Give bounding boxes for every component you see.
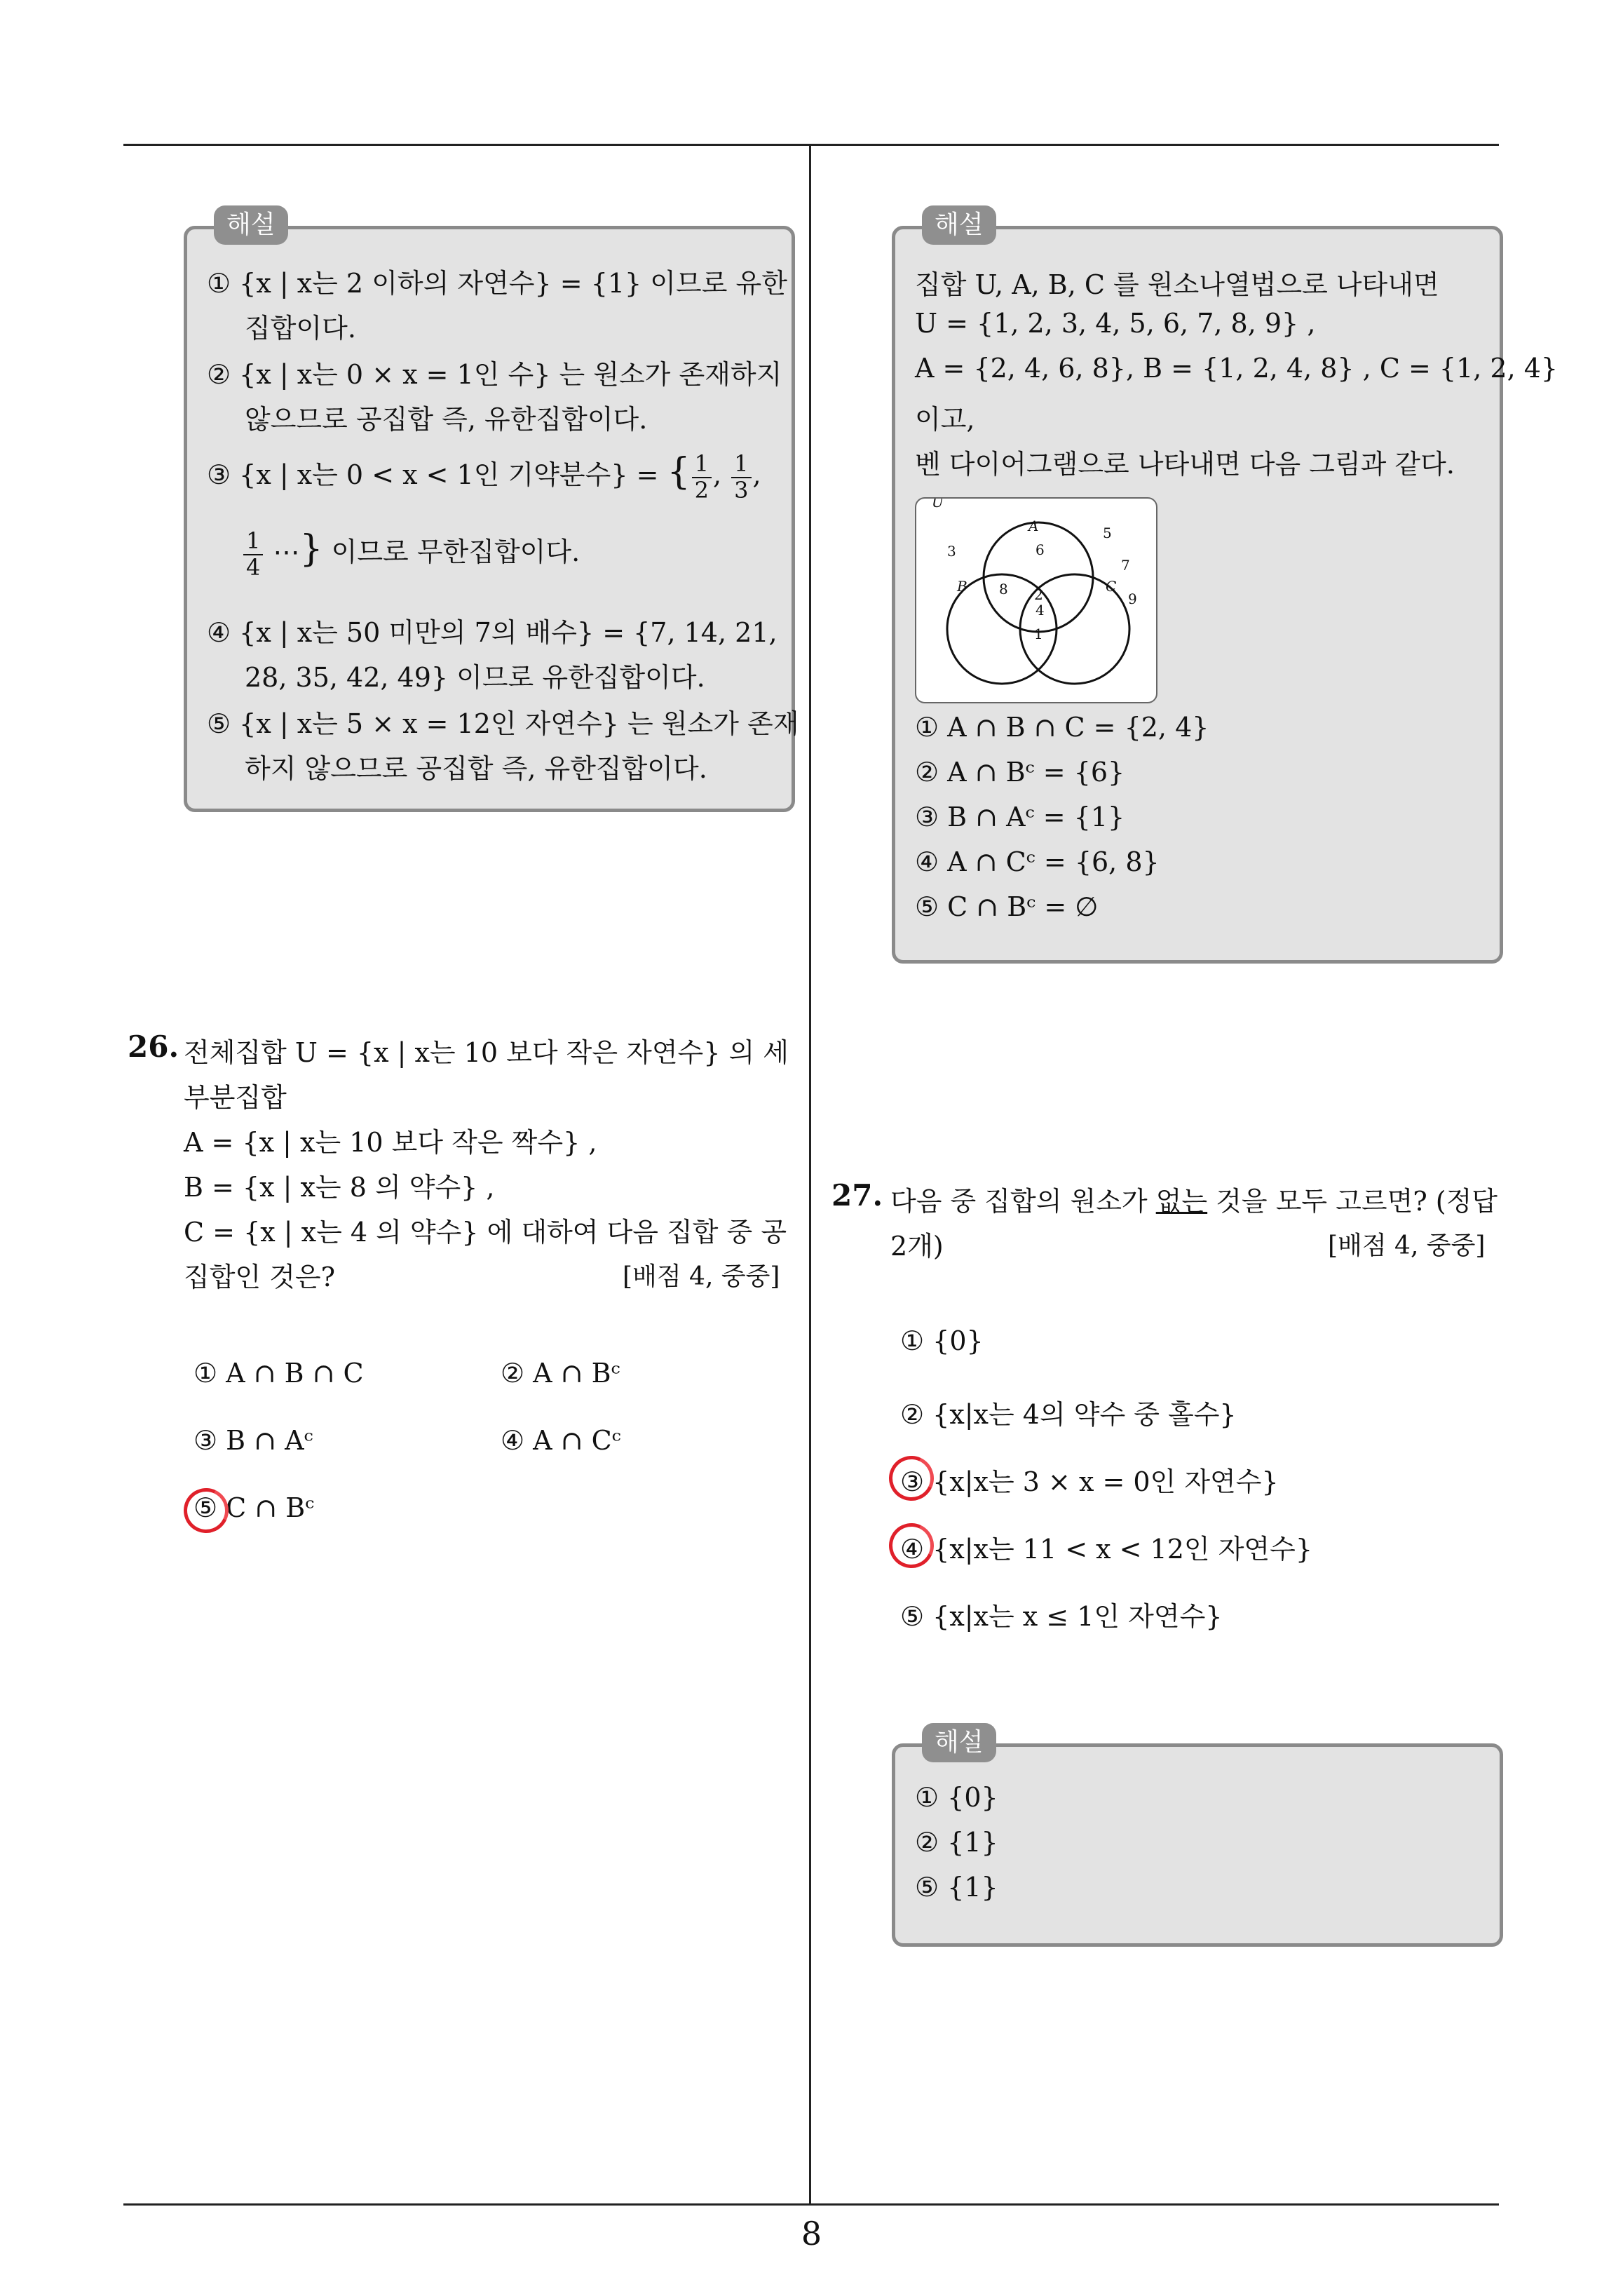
- top-rule: [123, 144, 1499, 146]
- choice-option[interactable]: ① {0}: [900, 1325, 984, 1356]
- question-text: A = {x | x는 10 보다 작은 짝수} ,: [184, 1127, 597, 1158]
- question-text: 전체집합 U = {x | x는 10 보다 작은 자연수} 의 세: [184, 1037, 789, 1068]
- question-text: 부분집합: [184, 1082, 287, 1113]
- choice-option[interactable]: ② A ∩ Bᶜ: [501, 1358, 620, 1389]
- solution-line: ③ B ∩ Aᶜ = {1}: [915, 802, 1125, 832]
- solution-line: 집합 U, A, B, C 를 원소나열법으로 나타내면: [915, 269, 1439, 300]
- answer-mark-circle: [177, 1482, 235, 1539]
- solution-line: ⑤ {x | x는 5 × x = 12인 자연수} 는 원소가 존재: [207, 708, 799, 739]
- score-label: [배점 4, 중중]: [1328, 1231, 1486, 1260]
- solution-line: ② A ∩ Bᶜ = {6}: [915, 757, 1125, 788]
- solution-line: ⑤ {1}: [915, 1872, 998, 1903]
- solution-line-text: ③ {x | x는 0 < x < 1인 기약분수} =: [207, 459, 659, 490]
- venn-element: 1: [1034, 626, 1043, 642]
- choice-option[interactable]: ⑤ C ∩ Bᶜ: [193, 1492, 315, 1523]
- solution-box-q27: [892, 1728, 1503, 1947]
- fraction: $\frac{1}{2}$: [692, 452, 712, 502]
- solution-box-q25: [184, 210, 799, 812]
- solution-line: ① A ∩ B ∩ C = {2, 4}: [915, 712, 1209, 743]
- venn-element: 7: [1121, 557, 1130, 574]
- choice-option[interactable]: ② {x|x는 4의 약수 중 홀수}: [900, 1399, 1237, 1430]
- fraction: $\frac{1}{4}$: [243, 529, 263, 579]
- solution-line: 이고,: [915, 404, 975, 435]
- score-label: [배점 4, 중중]: [623, 1262, 780, 1291]
- venn-element: 2: [1034, 586, 1043, 603]
- choice-option[interactable]: ④ {x|x는 11 < x < 12인 자연수}: [900, 1534, 1312, 1565]
- solution-line: U = {1, 2, 3, 4, 5, 6, 7, 8, 9} ,: [915, 308, 1316, 339]
- solution-line: ④ {x | x는 50 미만의 7의 배수} = {7, 14, 21,: [207, 617, 777, 648]
- solution-line: 집합이다.: [245, 313, 356, 344]
- venn-diagram: [915, 497, 1157, 703]
- solution-line: ② {x | x는 0 × x = 1인 수} 는 원소가 존재하지: [207, 359, 782, 390]
- solution-line-text: 이므로 무한집합이다.: [331, 536, 580, 567]
- venn-diagram-svg: [916, 499, 1156, 702]
- question-text: 집합인 것은?: [184, 1262, 335, 1292]
- choice-option[interactable]: ③ B ∩ Aᶜ: [193, 1425, 313, 1456]
- venn-set-label: A: [1028, 518, 1039, 534]
- solution-line: 벤 다이어그램으로 나타내면 다음 그림과 같다.: [915, 449, 1455, 480]
- question-number: 27.: [831, 1178, 883, 1213]
- column-divider: [809, 144, 811, 2203]
- solution-line: 않으므로 공집합 즉, 유한집합이다.: [245, 404, 648, 435]
- venn-set-label: C: [1106, 578, 1117, 595]
- choice-option[interactable]: ① A ∩ B ∩ C: [193, 1358, 364, 1389]
- solution-tag: 해설: [922, 1723, 996, 1762]
- question-text: B = {x | x는 8 의 약수} ,: [184, 1172, 495, 1203]
- venn-element: 4: [1035, 602, 1045, 619]
- solution-tag: 해설: [922, 205, 996, 245]
- venn-set-label: B: [957, 578, 967, 595]
- question-text: C = {x | x는 4 의 약수} 에 대하여 다음 집합 중 공: [184, 1217, 787, 1248]
- solution-box-q26: [892, 210, 1559, 964]
- solution-line: ② {1}: [915, 1827, 998, 1858]
- venn-element: 3: [947, 543, 956, 560]
- venn-element: 6: [1035, 541, 1045, 558]
- venn-universe-label: U: [932, 499, 944, 511]
- solution-line: 하지 않으므로 공집합 즉, 유한집합이다.: [245, 753, 707, 784]
- solution-line: ① {0}: [915, 1782, 998, 1813]
- question-number: 26.: [128, 1029, 179, 1064]
- fraction: $\frac{1}{3}$: [731, 452, 751, 502]
- solution-line: A = {2, 4, 6, 8}, B = {1, 2, 4, 8} , C = {1, 2, 4}: [915, 353, 1559, 384]
- solution-line: $\frac{1}{4}$ ⋯} 이므로 무한집합이다.: [242, 528, 580, 580]
- bottom-rule: [123, 2203, 1499, 2206]
- page-number: 8: [801, 2215, 822, 2253]
- question-text: 다음 중 집합의 원소가 없는 것을 모두 고르면? (정답: [890, 1186, 1498, 1217]
- emphasis-underline: 없는: [1155, 1186, 1208, 1217]
- venn-element: 9: [1128, 590, 1137, 607]
- solution-line: ④ A ∩ Cᶜ = {6, 8}: [915, 846, 1160, 877]
- choice-option[interactable]: ③ {x|x는 3 × x = 0인 자연수}: [900, 1466, 1279, 1497]
- solution-line: ⑤ C ∩ Bᶜ = ∅: [915, 891, 1099, 922]
- question-text: 2개): [890, 1231, 944, 1262]
- solution-tag: 해설: [214, 205, 288, 245]
- choice-option[interactable]: ⑤ {x|x는 x ≤ 1인 자연수}: [900, 1601, 1223, 1632]
- solution-line: ③ {x | x는 0 < x < 1인 기약분수} = { $\frac{1}{2}$ , $\frac{1}{3}$ ,: [207, 450, 761, 504]
- choice-option[interactable]: ④ A ∩ Cᶜ: [501, 1425, 621, 1456]
- venn-element: 5: [1103, 525, 1112, 541]
- solution-line: 28, 35, 42, 49} 이므로 유한집합이다.: [245, 662, 705, 693]
- venn-element: 8: [999, 581, 1008, 597]
- solution-line: ① {x | x는 2 이하의 자연수} = {1} 이므로 유한: [207, 268, 787, 299]
